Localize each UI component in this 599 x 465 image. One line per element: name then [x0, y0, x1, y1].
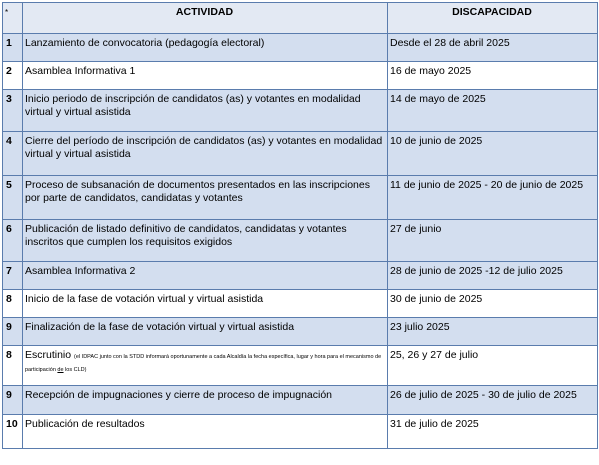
- scrutiny-note-end: los CLD): [63, 367, 87, 373]
- row-number: 7: [3, 262, 23, 290]
- row-date: 25, 26 y 27 de julio: [388, 346, 598, 386]
- table-row: [3, 34, 598, 62]
- header-activity: ACTIVIDAD: [23, 3, 388, 34]
- row-activity: Inicio periodo de inscripción de candidatos (as) y votantes en modalidad virtual y virtual asistida: [23, 90, 388, 132]
- table-row: [3, 90, 598, 132]
- row-number: 10: [3, 415, 23, 449]
- row-number: 2: [3, 62, 23, 90]
- scrutiny-note: [25, 354, 381, 373]
- row-date: 30 de junio de 2025: [388, 290, 598, 318]
- row-activity-scrutiny: [23, 346, 388, 386]
- row-activity: Publicación de resultados: [23, 415, 388, 449]
- row-number: 8: [3, 290, 23, 318]
- row-date: 16 de mayo 2025: [388, 62, 598, 90]
- row-date: 28 de junio de 2025 -12 de julio 2025: [388, 262, 598, 290]
- row-activity: Asamblea Informativa 2: [23, 262, 388, 290]
- row-date: 11 de junio de 2025 - 20 de junio de 2025: [388, 176, 598, 220]
- table-row: [3, 415, 598, 449]
- table-row: [3, 262, 598, 290]
- row-activity: Asamblea Informativa 1: [23, 62, 388, 90]
- table-row: [3, 318, 598, 346]
- table-row: [3, 176, 598, 220]
- row-activity: Inicio de la fase de votación virtual y virtual asistida: [23, 290, 388, 318]
- row-number: 6: [3, 220, 23, 262]
- header-index: *: [3, 3, 23, 34]
- row-number: 1: [3, 34, 23, 62]
- row-date: 27 de junio: [388, 220, 598, 262]
- row-activity: Escrutinio: [25, 349, 72, 361]
- table-row: [3, 386, 598, 415]
- table-row: [3, 132, 598, 176]
- row-number: 9: [3, 386, 23, 415]
- table-row: [3, 62, 598, 90]
- row-date: 26 de julio de 2025 - 30 de julio de 2025: [388, 386, 598, 415]
- row-date: 23 julio 2025: [388, 318, 598, 346]
- row-activity: Publicación de listado definitivo de candidatos, candidatas y votantes inscritos que cumplen los requisitos exigidos: [23, 220, 388, 262]
- row-number: 5: [3, 176, 23, 220]
- table-header-row: [3, 3, 598, 34]
- schedule-table: [2, 2, 598, 449]
- row-number: 9: [3, 318, 23, 346]
- scrutiny-note-text: (el IDPAC junto con la STDD informará oportunamente a cada Alcaldía la fecha específica, lugar y hora para el mecanismo de participación: [25, 354, 382, 373]
- row-number: 8: [3, 346, 23, 386]
- row-date: 14 de mayo de 2025: [388, 90, 598, 132]
- row-date: 31 de julio de 2025: [388, 415, 598, 449]
- table-row: [3, 346, 598, 386]
- row-number: 3: [3, 90, 23, 132]
- table-row: [3, 220, 598, 262]
- row-date: Desde el 28 de abril 2025: [388, 34, 598, 62]
- row-activity: Cierre del período de inscripción de candidatos (as) y votantes en modalidad virtual y virtual asistida: [23, 132, 388, 176]
- row-activity: Recepción de impugnaciones y cierre de proceso de impugnación: [23, 386, 388, 415]
- row-number: 4: [3, 132, 23, 176]
- row-activity: Proceso de subsanación de documentos presentados en las inscripciones por parte de candidatos, candidatas y votantes: [23, 176, 388, 220]
- row-activity: Lanzamiento de convocatoria (pedagogía electoral): [23, 34, 388, 62]
- table-row: [3, 290, 598, 318]
- row-activity: Finalización de la fase de votación virtual y virtual asistida: [23, 318, 388, 346]
- header-date: DISCAPACIDAD: [388, 3, 598, 34]
- row-date: 10 de junio de 2025: [388, 132, 598, 176]
- scrutiny-note-underlined: de: [57, 367, 64, 373]
